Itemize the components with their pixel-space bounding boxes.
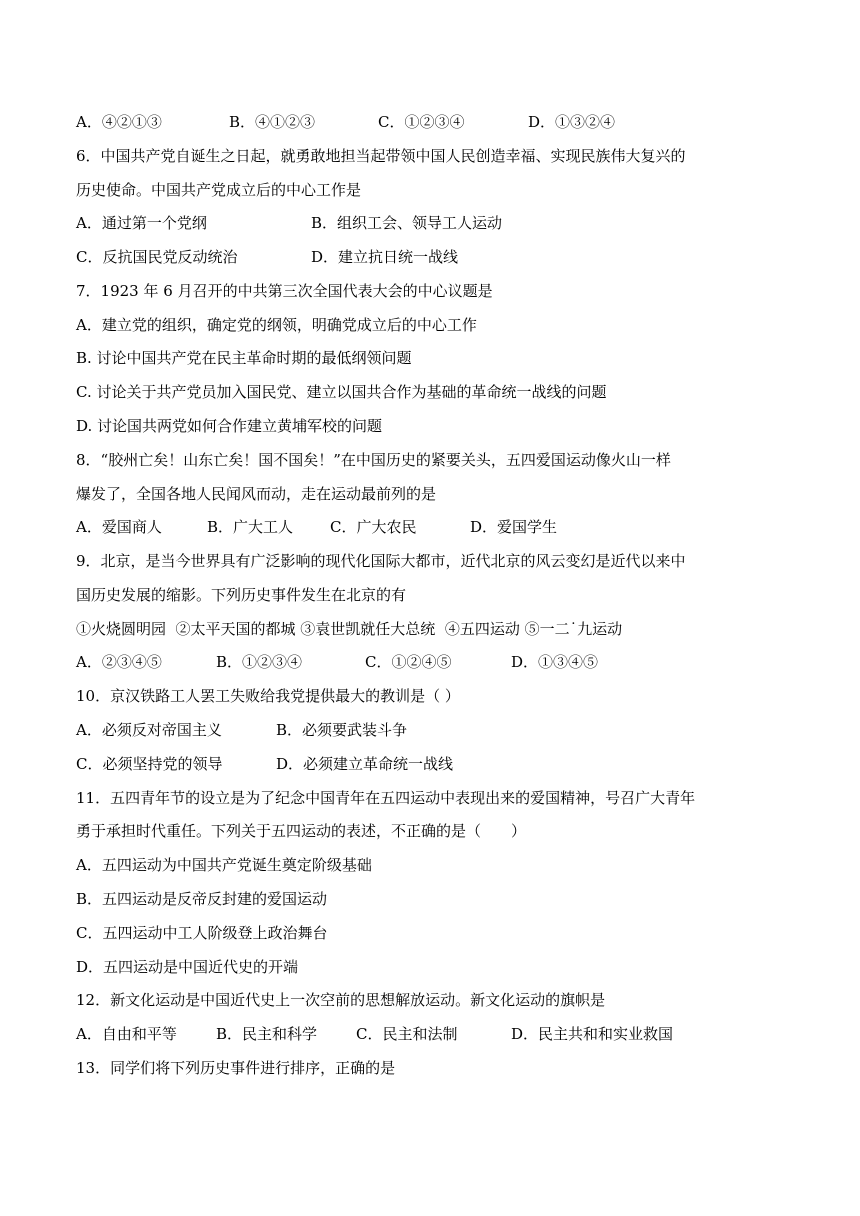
q11-option-b: B．五四运动是反帝反封建的爱国运动 (76, 890, 328, 908)
q10-stem: 10．京汉铁路工人罢工失败给我党提供最大的教训是（ ） (76, 687, 460, 705)
q13-stem: 13．同学们将下列历史事件进行排序，正确的是 (76, 1059, 396, 1077)
q7-option-b: B. 讨论中国共产党在民主革命时期的最低纲领问题 (76, 349, 412, 367)
q11-stem-line2: 勇于承担时代重任。下列关于五四运动的表述，不正确的是（ ） (76, 822, 527, 840)
q10-option-d: D．必须建立革命统一战线 (276, 755, 454, 773)
q10-option-c: C．必须坚持党的领导 (76, 755, 223, 773)
q7-option-d: D. 讨论国共两党如何合作建立黄埔军校的问题 (76, 417, 383, 435)
q8-option-a: A．爱国商人 (76, 518, 162, 536)
q8-stem-line2: 爆发了，全国各地人民闻风而动，走在运动最前列的是 (76, 485, 437, 503)
q6-option-d: D．建立抗日统一战线 (311, 248, 459, 266)
q8-option-b: B．广大工人 (207, 518, 294, 536)
q6-stem-line2: 历史使命。中国共产党成立后的中心工作是 (76, 181, 362, 199)
q11-option-c: C．五四运动中工人阶级登上政治舞台 (76, 924, 328, 942)
q11-option-d: D．五四运动是中国近代史的开端 (76, 958, 299, 976)
q9-items: ①火烧圆明园 ②太平天国的都城 ③袁世凯就任大总统 ④五四运动 ⑤一二˙九运动 (76, 620, 623, 638)
q9-stem-line2: 国历史发展的缩影。下列历史事件发生在北京的有 (76, 586, 407, 604)
q11-stem-line1: 11．五四青年节的设立是为了纪念中国青年在五四运动中表现出来的爱国精神，号召广大青年 (76, 789, 696, 807)
q12-stem: 12．新文化运动是中国近代史上一次空前的思想解放运动。新文化运动的旗帜是 (76, 991, 606, 1009)
q7-option-a: A．建立党的组织，确定党的纲领，明确党成立后的中心工作 (76, 316, 477, 334)
q12-option-b: B．民主和科学 (216, 1025, 318, 1043)
q9-option-d: D．①③④⑤ (511, 653, 599, 671)
q5-option-c: C．①②③④ (378, 113, 465, 131)
q12-option-c: C．民主和法制 (356, 1025, 458, 1043)
q9-option-a: A．②③④⑤ (76, 653, 162, 671)
q9-stem-line1: 9．北京，是当今世界具有广泛影响的现代化国际大都市，近代北京的风云变幻是近代以来中 (76, 552, 686, 570)
q7-option-c: C. 讨论关于共产党员加入国民党、建立以国共合作为基础的革命统一战线的问题 (76, 383, 607, 401)
q6-option-a: A．通过第一个党纲 (76, 214, 207, 232)
q11-option-a: A．五四运动为中国共产党诞生奠定阶级基础 (76, 856, 372, 874)
q5-option-d: D．①③②④ (528, 113, 616, 131)
q9-option-b: B．①②③④ (216, 653, 303, 671)
q8-stem-line1: 8．“胶州亡矣！山东亡矣！国不国矣！”在中国历史的紧要关头，五四爱国运动像火山一样 (76, 451, 671, 469)
q8-option-d: D．爱国学生 (470, 518, 558, 536)
q5-option-b: B．④①②③ (229, 113, 316, 131)
q10-option-a: A．必须反对帝国主义 (76, 721, 222, 739)
q12-option-a: A．自由和平等 (76, 1025, 177, 1043)
q10-option-b: B．必须要武装斗争 (276, 721, 408, 739)
q7-stem: 7．1923 年 6 月召开的中共第三次全国代表大会的中心议题是 (76, 282, 493, 300)
q5-option-a: A．④②①③ (76, 113, 162, 131)
q12-option-d: D．民主共和和实业救国 (511, 1025, 674, 1043)
q9-option-c: C．①②④⑤ (365, 653, 452, 671)
q6-stem-line1: 6．中国共产党自诞生之日起，就勇敢地担当起带领中国人民创造幸福、实现民族伟大复兴的 (76, 147, 686, 165)
q6-option-c: C．反抗国民党反动统治 (76, 248, 238, 266)
q8-option-c: C．广大农民 (330, 518, 417, 536)
q6-option-b: B．组织工会、领导工人运动 (311, 214, 503, 232)
